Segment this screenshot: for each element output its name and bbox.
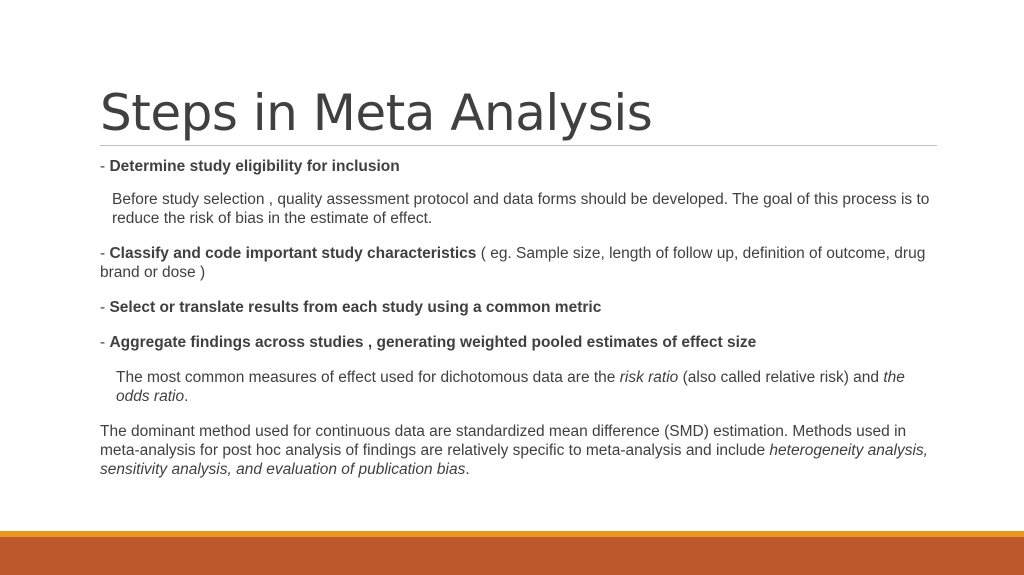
step-classify bbox=[100, 244, 940, 282]
step-classify-detail: ( eg. Sample size, length of follow up, definition of outcome, drug brand or dose ) bbox=[100, 245, 926, 281]
footer-band bbox=[0, 537, 1024, 575]
step-eligibility-heading: Determine study eligibility for inclusion bbox=[109, 158, 400, 175]
step-translate-heading: Select or translate results from each study using a common metric bbox=[109, 299, 602, 316]
effect-measures-end: . bbox=[184, 388, 189, 405]
bullet-dash: - bbox=[100, 334, 110, 351]
bullet-dash: - bbox=[100, 299, 110, 316]
bullet-dash: - bbox=[100, 158, 110, 175]
risk-ratio-term: risk ratio bbox=[619, 369, 679, 386]
odds-ratio-term: the odds ratio bbox=[116, 369, 905, 405]
effect-measures-mid: (also called relative risk) and bbox=[678, 369, 884, 386]
step-eligibility bbox=[100, 157, 940, 176]
slide-title: Steps in Meta Analysis bbox=[100, 84, 653, 142]
effect-measures-intro: The most common measures of effect used for dichotomous data are the bbox=[116, 369, 620, 386]
slide-body bbox=[100, 157, 940, 495]
step-aggregate-heading: Aggregate findings across studies , generating weighted pooled estimates of effect size bbox=[109, 334, 757, 351]
post-hoc-analyses-terms: heterogeneity analysis, sensitivity analysis, and evaluation of publication bias bbox=[100, 442, 928, 478]
title-divider bbox=[100, 145, 937, 146]
step-aggregate bbox=[100, 333, 940, 352]
continuous-methods-end: . bbox=[465, 461, 470, 478]
step-classify-heading: Classify and code important study characteristics bbox=[109, 245, 477, 262]
continuous-methods-paragraph bbox=[100, 422, 940, 479]
bullet-dash: - bbox=[100, 245, 110, 262]
step-translate bbox=[100, 298, 940, 317]
step-eligibility-detail: Before study selection , quality assessment protocol and data forms should be developed. The goal of this process is to reduce the risk of bias in the estimate of effect. bbox=[112, 191, 930, 227]
effect-measures-paragraph bbox=[100, 368, 940, 406]
continuous-methods-text: The dominant method used for continuous data are standardized mean difference (SMD) estimation. Methods used in meta-analysis for post hoc analysis of findings are relatively specific to meta-analysis and include bbox=[100, 423, 907, 459]
